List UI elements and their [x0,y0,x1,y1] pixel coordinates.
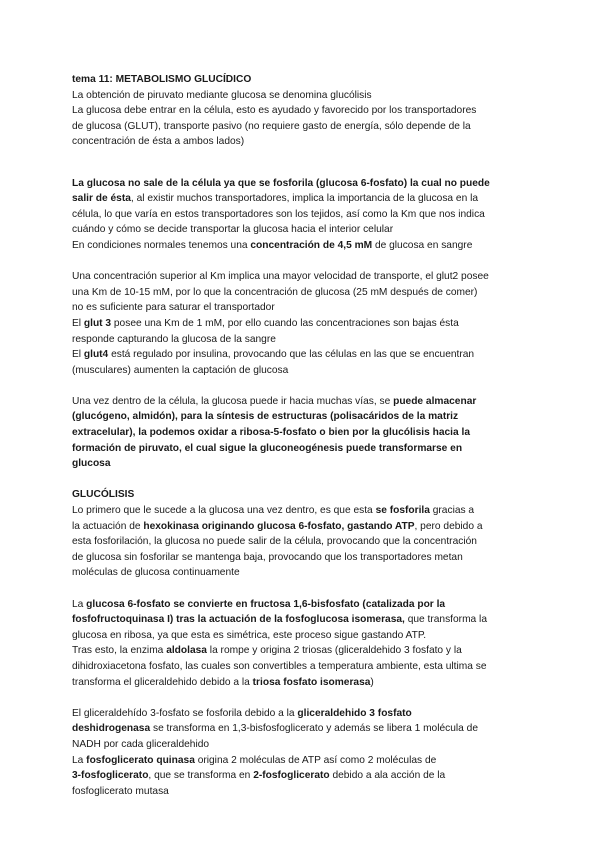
text-line: (glucógeno, almidón), para la síntesis de estructuras (polisacáridos de la matriz [72,411,459,423]
text-line: La glucosa debe entrar en la célula, esto es ayudado y favorecido por los transportadores [72,105,477,117]
text-line: célula, lo que varía en estos transportadores son los tejidos, así como la Km que nos indica [72,208,485,220]
text-line: Una vez dentro de la célula, la glucosa puede ir hacia muchas vías, se puede almacenar [72,395,477,407]
text-line: responde capturando la glucosa de la sangre [72,333,276,345]
text-line: deshidrogenasa se transforma en 1,3-bisfosfoglicerato y además se libera 1 molécula de [72,723,479,735]
text-line: una Km de 10-15 mM, por lo que la concentración de glucosa (25 mM después de comer) [72,286,478,298]
text-line: salir de ésta, al existir muchos transportadores, implica la importancia de la glucosa en la [72,193,479,205]
text-line: concentración de ésta a ambos lados) [72,136,245,148]
text-line: La glucosa no sale de la célula ya que se fosforila (glucosa 6-fosfato) la cual no puede [72,177,490,189]
text-line: fosfofructoquinasa I) tras la actuación de la fosfoglucosa isomerasa, que transforma la [72,614,487,626]
text-line: El glut4 está regulado por insulina, provocando que las células en las que se encuentran [72,349,475,361]
text-line: glucosa en ribosa, ya que esta es simétrica, este proceso sigue gastando ATP. [72,629,427,641]
text-line: La glucosa 6-fosfato se convierte en fructosa 1,6-bisfosfato (catalizada por la [72,598,446,610]
text-line: La obtención de piruvato mediante glucosa se denomina glucólisis [72,89,372,101]
text-line: de glucosa (GLUT), transporte pasivo (no requiere gasto de energía, sólo depende de la [72,120,471,132]
document-page [72,72,542,799]
text-line: no es suficiente para saturar el transportador [72,302,275,314]
text-line: fosfoglicerato mutasa [72,785,169,797]
text-line: La fosfoglicerato quinasa origina 2 moléculas de ATP así como 2 moléculas de [72,754,437,766]
document-title: tema 11: METABOLISMO GLUCÍDICO [72,74,252,85]
text-line: El glut 3 posee una Km de 1 mM, por ello cuando las concentraciones son bajas ésta [72,317,459,329]
text-line: cuándo y cómo se decide transportar la glucosa hacia el interior celular [72,224,394,236]
text-line: El gliceraldehído 3-fosfato se fosforila debido a la gliceraldehido 3 fosfato [72,707,412,719]
text-line: de glucosa sin fosforilar se mantenga baja, provocando que los transportadores metan [72,551,463,563]
text-line: 3-fosfoglicerato, que se transforma en 2-fosfoglicerato debido a ala acción de la [72,770,446,782]
text-line: transforma el gliceraldehido debido a la triosa fosfato isomerasa) [72,676,374,688]
text-line: Lo primero que le sucede a la glucosa una vez dentro, es que esta se fosforila gracias a [72,505,475,517]
text-line: la actuación de hexokinasa originando glucosa 6-fosfato, gastando ATP, pero debido a [72,520,483,532]
text-line: dihidroxiacetona fosfato, las cuales son convertibles a temperatura ambiente, esta ultima se [72,660,487,672]
text-line: Una concentración superior al Km implica una mayor velocidad de transporte, el glut2 posee [72,271,489,283]
text-line: moléculas de glucosa continuamente [72,567,240,579]
section-heading: GLUCÓLISIS [72,489,135,501]
text-line: esta fosforilación, la glucosa no puede salir de la célula, provocando que la concentración [72,536,477,548]
text-line: NADH por cada gliceraldehido [72,738,210,750]
text-line: (musculares) aumenten la captación de glucosa [72,364,289,376]
text-line: En condiciones normales tenemos una concentración de 4,5 mM de glucosa en sangre [72,239,473,251]
text-line: Tras esto, la enzima aldolasa la rompe y origina 2 triosas (gliceraldehido 3 fosfato y la [72,645,462,657]
text-line: formación de piruvato, el cual sigue la gluconeogénesis puede transformarse en [72,442,463,454]
text-line: glucosa [72,458,111,470]
text-line: extracelular), la podemos oxidar a ribosa-5-fosfato o bien por la glucólisis hacia la [72,427,470,439]
